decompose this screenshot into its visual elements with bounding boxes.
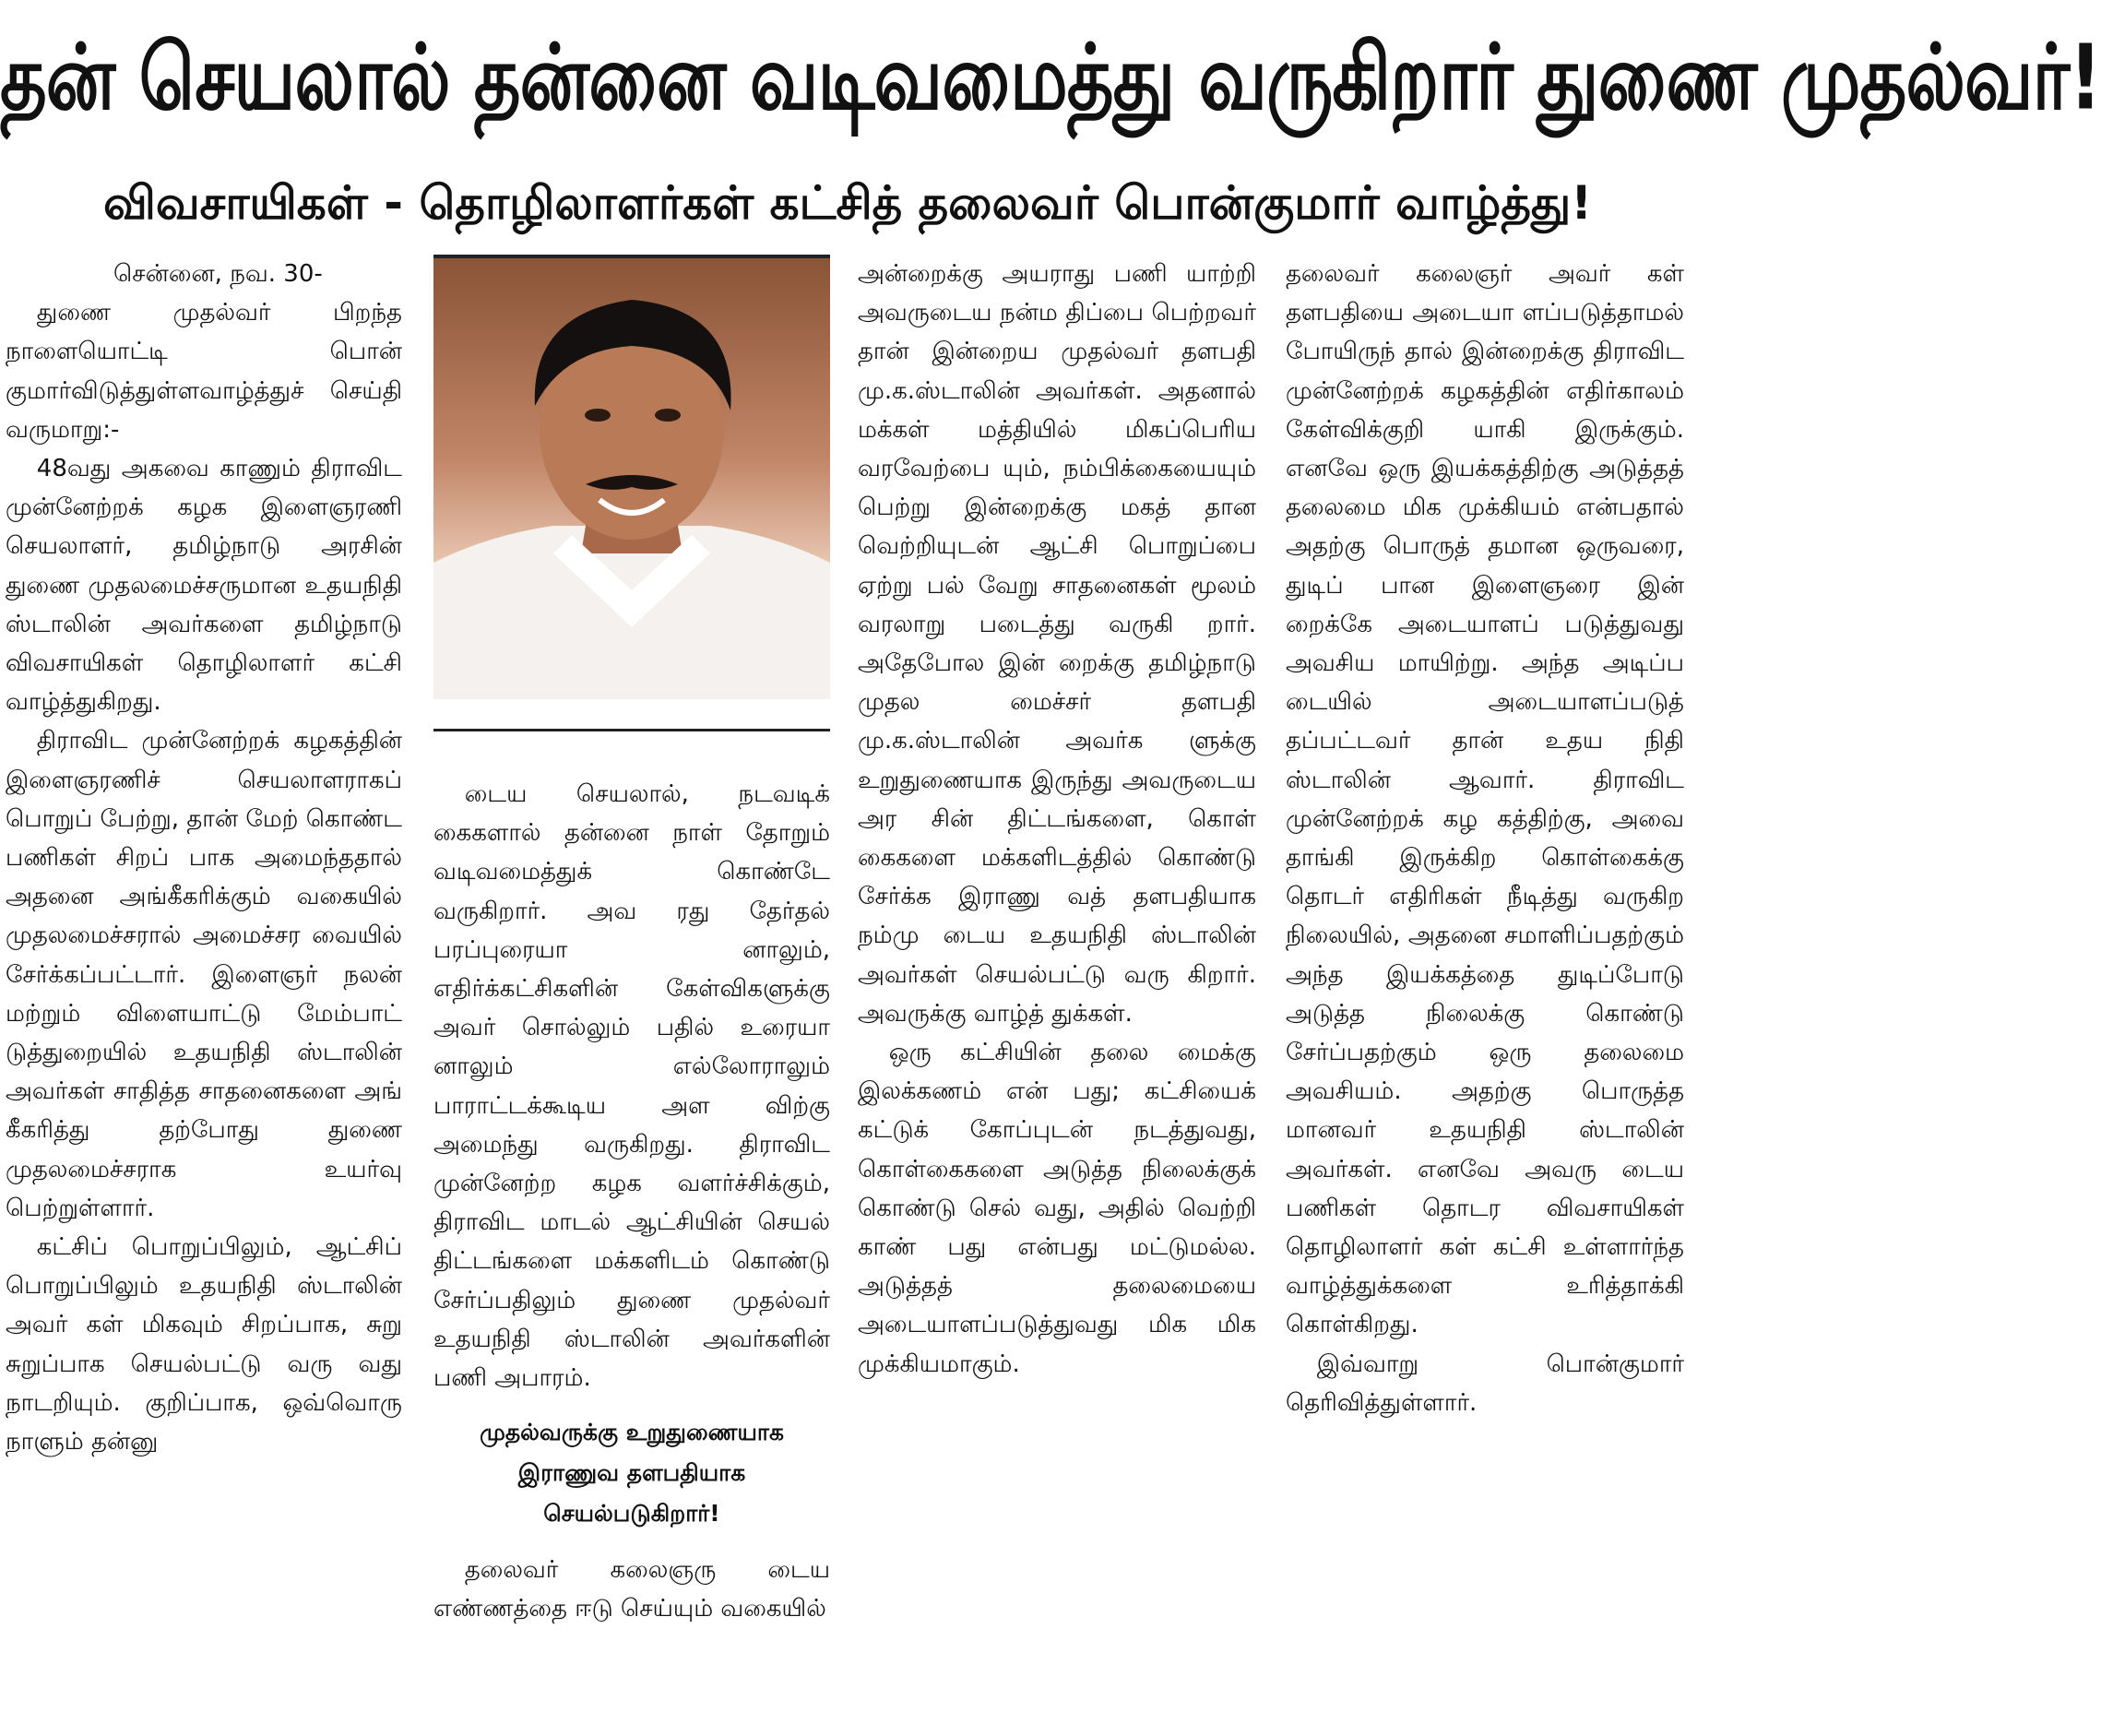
paragraph: அன்றைக்கு அயராது பணி யாற்றி அவருடைய நன்ம திப்பை பெற்றவர் தான் இன்றைய முதல்வர் தளபதி மு.க.ஸ்டாலின் அவர்கள். அதனால் மக்கள் மத்தியில் மிகப்பெரிய வரவேற்பை யும், நம்பிக்கையையும் பெற்று இன்றைக்கு மகத் தான வெற்றியுடன் ஆட்சி பொறுப்பை ஏற்று பல் வேறு சாதனைகள் மூலம் வரலாறு படைத்து வருகி றார். அதேபோல இன் றைக்கு தமிழ்நாடு முதல மைச்சர் தளபதி மு.க.ஸ்டாலின் அவர்க ளுக்கு உறுதுணையாக இருந்து அவருடைய அர சின் திட்டங்களை, கொள் கைகளை மக்களிடத்தில் கொண்டு சேர்க்க இராணு வத் தளபதியாக நம்மு டைய உதயநிதி ஸ்டாலின் அவர்கள் செயல்பட்டு வரு கிறார். அவருக்கு வாழ்த் துக்கள். xyxy=(858,260,1256,1028)
paragraph: திராவிட முன்னேற்றக் கழகத்தின் இளைஞரணிச் செயலாளராகப் பொறுப் பேற்று, தான் மேற் கொண்ட பணிகள் சிறப் பாக அமைந்ததால் அதனை அங்கீகரிக்கும் வகையில் முதலமைச்சரால் அமைச்சர வையில் சேர்க்கப்பட்டார். இளைஞர் நலன் மற்றும் விளையாட்டு மேம்பாட் டுத்துறையில் உதயநிதி ஸ்டாலின் அவர்கள் சாதித்த சாதனைகளை அங் கீகரித்து தற்போது துணை முதலமைச்சராக உயர்வு பெற்றுள்ளார். xyxy=(6,727,402,1222)
paragraph: கட்சிப் பொறுப்பிலும், ஆட்சிப் பொறுப்பிலும் உதயநிதி ஸ்டாலின் அவர் கள் மிகவும் சிறப்பாக, சுறு சுறுப்பாக செயல்பட்டு வரு வது நாடறியும். குறிப்பாக, ஒவ்வொரு நாளும் தன்னு xyxy=(6,1233,402,1457)
subheadline: விவசாயிகள் - தொழிலாளர்கள் கட்சித் தலைவர் பொன்குமார் வாழ்த்து! xyxy=(102,176,1593,230)
paragraph: தலைவர் கலைஞர் அவர் கள் தளபதியை அடையா ளப்படுத்தாமல் போயிருந் தால் இன்றைக்கு திராவிட முன்னேற்றக் கழகத்தின் எதிர்காலம் கேள்விக்குறி யாகி இருக்கும். எனவே ஒரு இயக்கத்திற்கு அடுத்தத் தலைமை மிக முக்கியம் என்பதால் அதற்கு பொருத் தமான ஒருவரை, துடிப் பான இளைஞரை இன் றைக்கே அடையாளப் படுத்துவது அவசிய மாயிற்று. அந்த அடிப்ப டையில் அடையாளப்படுத் தப்பட்டவர் தான் உதய நிதி ஸ்டாலின் ஆவார். திராவிட முன்னேற்றக் கழ கத்திற்கு, அவை தாங்கி இருக்கிற கொள்கைக்கு தொடர் எதிரிகள் நீடித்து வருகிற நிலையில், அதனை சமாளிப்பதற்கும் அந்த இயக்கத்தை துடிப்போடு அடுத்த நிலைக்கு கொண்டு சேர்ப்பதற்கும் ஒரு தலைமை அவசியம். அதற்கு பொருத்த மானவர் உதயநிதி ஸ்டாலின் அவர்கள். எனவே அவரு டைய பணிகள் தொடர விவசாயிகள் தொழிலாளர் கள் கட்சி உள்ளார்ந்த வாழ்த்துக்களை உரித்தாக்கி கொள்கிறது. xyxy=(1286,260,1684,1339)
article-column-3 xyxy=(858,255,1256,1730)
headline: தன் செயலால் தன்னை வடிவமைத்து வருகிறார் துணை முதல்வர்! xyxy=(0,26,2101,131)
photo-divider xyxy=(433,729,830,731)
article-column-4 xyxy=(1286,255,1684,1730)
paragraph: தலைவர் கலைஞரு டைய எண்ணத்தை ஈடு செய்யும் வகையில் xyxy=(433,1556,830,1623)
paragraph: ஒரு கட்சியின் தலை மைக்கு இலக்கணம் என் பது; கட்சியைக் கட்டுக் கோப்புடன் நடத்துவது, கொள்கைகளை அடுத்த நிலைக்குக் கொண்டு செல் வது, அதில் வெற்றி காண் பது என்பது மட்டுமல்ல. அடுத்தத் தலைமையை அடையாளப்படுத்துவது மிக மிக முக்கியமாகும். xyxy=(858,1039,1256,1378)
paragraph: டைய செயலால், நடவடிக் கைகளால் தன்னை நாள் தோறும் வடிவமைத்துக் கொண்டே வருகிறார். அவ ரது தேர்தல் பரப்புரையா னாலும், எதிர்க்கட்சிகளின் கேள்விகளுக்கு அவர் சொல்லும் பதில் உரையா னாலும் எல்லோராலும் பாராட்டக்கூடிய அள விற்கு அமைந்து வருகிறது. திராவிட முன்னேற்ற கழக வளர்ச்சிக்கும், திராவிட மாடல் ஆட்சியின் செயல் திட்டங்களை மக்களிடம் கொண்டு சேர்ப்பதிலும் துணை முதல்வர் உதயநிதி ஸ்டாலின் அவர்களின் பணி அபாரம். xyxy=(433,780,830,1393)
dateline: சென்னை, நவ. 30- xyxy=(113,260,323,288)
portrait-photo xyxy=(433,255,830,699)
paragraph: 48வது அகவை காணும் திராவிட முன்னேற்றக் கழக இளைஞரணி செயலாளர், தமிழ்நாடு அரசின் துணை முதலமைச்சருமான உதயநிதி ஸ்டாலின் அவர்களை தமிழ்நாடு விவசாயிகள் தொழிலாளர் கட்சி வாழ்த்துகிறது. xyxy=(6,455,402,717)
article-column-2 xyxy=(433,775,830,1730)
section-subhead xyxy=(433,1412,830,1534)
section-subhead-line: முதல்வருக்கு உறுதுணையாக xyxy=(480,1419,784,1446)
paragraph: இவ்வாறு பொன்குமார் தெரிவித்துள்ளார். xyxy=(1286,1350,1684,1417)
section-subhead-line: செயல்படுகிறார்! xyxy=(543,1500,720,1528)
article-column-1 xyxy=(6,255,402,1730)
paragraph: துணை முதல்வர் பிறந்த நாளையொட்டி பொன் குமார்விடுத்துள்ளவாழ்த்துச் செய்தி வருமாறு:- xyxy=(6,299,402,444)
portrait-photo-icon xyxy=(433,258,830,699)
section-subhead-line: இராணுவ தளபதியாக xyxy=(517,1459,746,1487)
